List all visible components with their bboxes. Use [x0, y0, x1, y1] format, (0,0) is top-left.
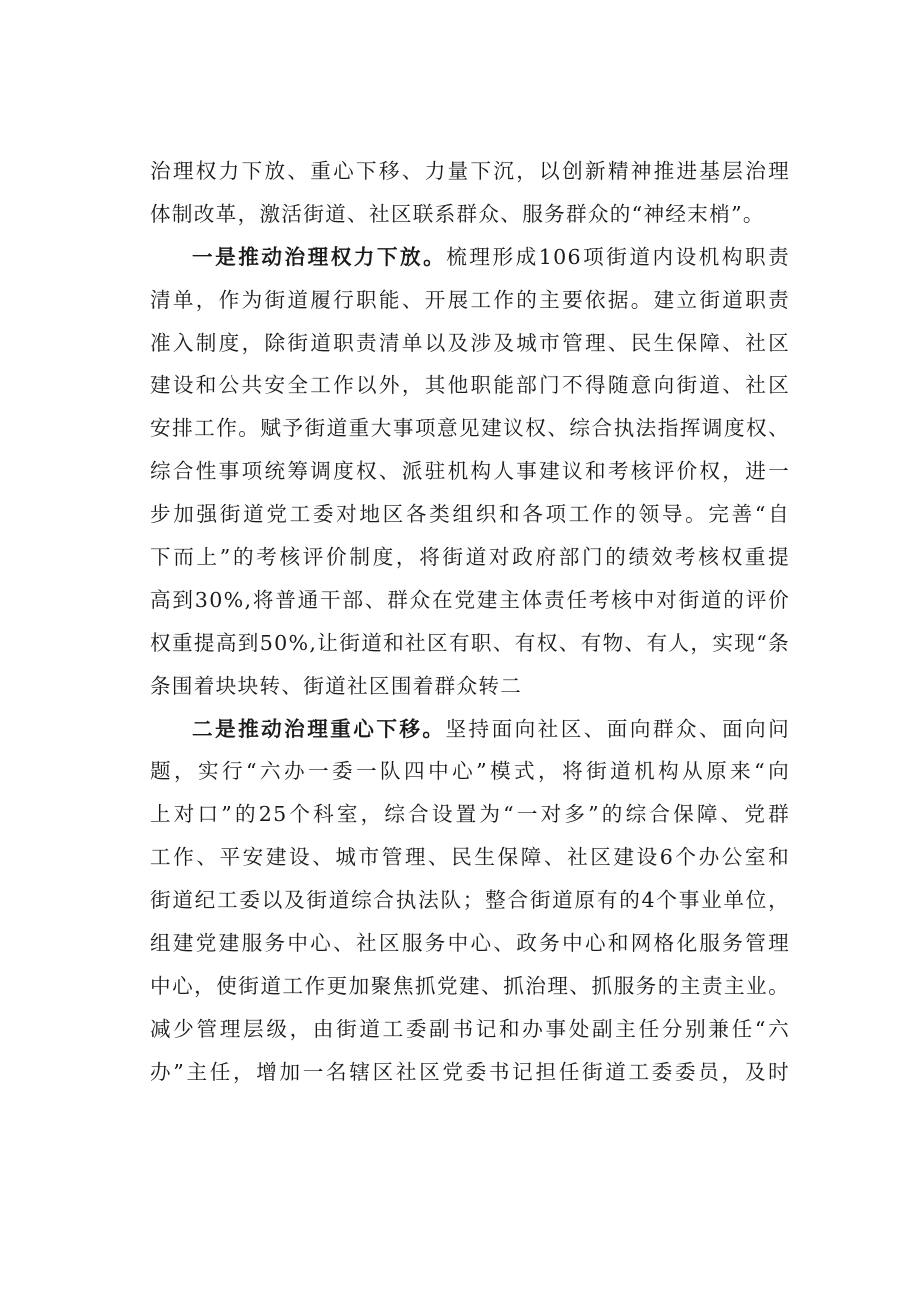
- text-line: 治理权力下放、重心下移、力量下沉，以创新精神推进基层治理: [150, 159, 790, 183]
- text-line: 组建党建服务中心、社区服务中心、政务中心和网格化服务管理: [150, 931, 790, 956]
- text-line: 下而上”的考核评价制度，将街道对政府部门的绩效考核权重提: [150, 545, 790, 570]
- text-run: 坚持面向社区、面向群众、面向问: [445, 716, 790, 741]
- text-line: 高到30%,将普通干部、群众在党建主体责任考核中对街道的评价: [150, 587, 790, 612]
- text-line: 中心，使街道工作更加聚焦抓党建、抓治理、抓服务的主责主业。: [150, 973, 790, 998]
- text-line: 权重提高到50%,让街道和社区有职、有权、有物、有人，实现“条: [150, 630, 790, 655]
- paragraph-intro: [150, 150, 790, 236]
- text-line: 办”主任，增加一名辖区社区党委书记担任街道工委委员，及时: [150, 1059, 790, 1084]
- text-line: [150, 236, 790, 279]
- text-run: 梳理形成106项街道内设机构职责: [446, 244, 790, 269]
- paragraph-lead-heading: 二是推动治理重心下移。: [192, 716, 446, 741]
- text-line: 工作、平安建设、城市管理、民生保障、社区建设6个办公室和: [150, 845, 790, 870]
- text-line: 上对口”的25个科室，综合设置为“一对多”的综合保障、党群: [150, 802, 790, 827]
- text-line: 条围着块块转、街道社区围着群众转二: [150, 673, 523, 698]
- text-line: 综合性事项统筹调度权、派驻机构人事建议和考核评价权，进一: [150, 459, 790, 484]
- text-line: 街道纪工委以及街道综合执法队；整合街道原有的4个事业单位，: [150, 888, 790, 913]
- paragraph-power-delegation: [150, 236, 790, 708]
- text-line: 建设和公共安全工作以外，其他职能部门不得随意向街道、社区: [150, 373, 790, 398]
- text-line: 题，实行“六办一委一队四中心”模式，将街道机构从原来“向: [150, 759, 790, 784]
- text-line: 体制改革，激活街道、社区联系群众、服务群众的“神经末梢”。: [150, 201, 765, 226]
- paragraph-lead-heading: 一是推动治理权力下放。: [192, 244, 447, 269]
- text-line: 准入制度，除街道职责清单以及涉及城市管理、民生保障、社区: [150, 330, 790, 355]
- paragraph-focus-shift: [150, 708, 790, 1094]
- text-line: [150, 708, 790, 751]
- text-line: 减少管理层级，由街道工委副书记和办事处副主任分别兼任“六: [150, 1016, 790, 1041]
- text-line: 安排工作。赋予街道重大事项意见建议权、综合执法指挥调度权、: [150, 416, 790, 441]
- text-line: 清单，作为街道履行职能、开展工作的主要依据。建立街道职责: [150, 287, 790, 312]
- body-text: [150, 150, 790, 1094]
- text-line: 步加强街道党工委对地区各类组织和各项工作的领导。完善“自: [150, 502, 790, 527]
